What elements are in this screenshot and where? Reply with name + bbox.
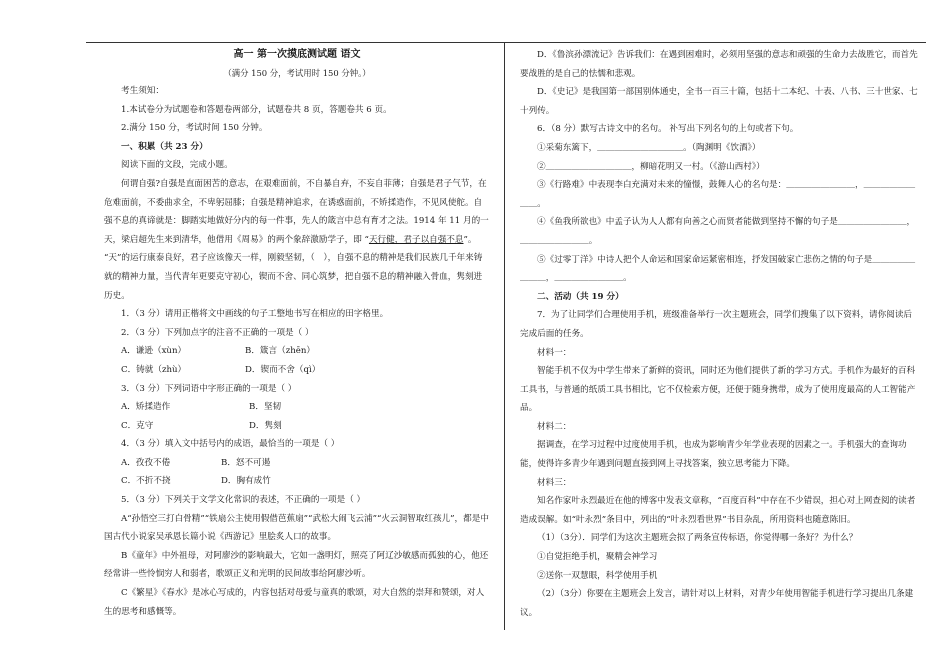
fill-in-1: ①采菊东篱下，＿＿＿＿＿＿＿＿＿＿。（陶渊明《饮酒》） (537, 142, 761, 153)
fill-in-4: ④《鱼我所欲也》中孟子认为人人都有向善之心而贤者能做到坚持不懈的句子是＿＿＿＿＿＿＿＿，＿＿＿＿＿＿＿＿。 (520, 217, 916, 246)
material-heading: 材料三： (537, 477, 572, 488)
section-heading: 二、活动（共 19 分） (537, 291, 624, 302)
top-rule (86, 42, 926, 43)
option-b: B．坚韧 (249, 402, 282, 413)
question-7-2: （2）（3分）你要在主题班会上发言，请针对以上材料，对青少年使用智能手机进行学习提出几条建议。 (520, 589, 914, 618)
option-c: C．铸就（zhù） (121, 364, 187, 375)
question-2-options (104, 342, 490, 361)
right-column (520, 46, 918, 622)
material-heading: 材料二： (537, 421, 572, 432)
option-d: D．隽刻 (249, 420, 282, 431)
column-divider (504, 42, 505, 630)
material-text: 据调查，在学习过程中过度使用手机，也成为影响青少年学业表现的因素之一。手机强大的查询功能，使得许多青少年遇到问题直接到网上寻找答案，独立思考能力下降。 (520, 440, 907, 470)
material-text: 知名作家叶永烈最近在他的博客中发表文章称，“百度百科”中存在不少错误，担心对上网查阅的读者造成误解。如“叶永烈”条目中，列出的“叶永烈看世界”书目杂乱，所用资料也随意陈旧。 (520, 496, 916, 525)
question-7: 7．为了让同学们合理使用手机，班级准备举行一次主题班会，同学们搜集了以下资料，请你阅读后完成后面的任务。 (520, 310, 913, 339)
notice-heading: 考生须知： (121, 86, 164, 96)
left-column (104, 46, 490, 621)
question-3-options (104, 398, 490, 417)
question-5: 5．（3 分）下列关于文学文化常识的表述，不正确的一项是（ ） (121, 495, 366, 506)
question-2-options (104, 361, 490, 380)
material-heading: 材料一： (537, 347, 572, 358)
section-intro: 阅读下面的文段，完成小题。 (121, 160, 233, 171)
exam-subtitle: （满分 150 分，考试用时 150 分钟。） (223, 68, 371, 78)
option-c: C．不折不挠 (121, 476, 171, 487)
question-3-options (104, 417, 490, 436)
option-c: C《繁星》《春水》是冰心写成的，内容包括对母爱与童真的歌颂，对大自然的崇拜和赞颂，对人生的思考和感慨等。 (104, 588, 485, 617)
option-a: A．矫揉造作 (121, 402, 171, 413)
section-heading: 一、积累（共 23 分） (121, 141, 208, 152)
question-1: 1．（3 分）请用正楷将文中画线的句子工整地书写在相应的田字格里。 (121, 309, 389, 320)
slogan-2: ②送你一双慧眼，科学使用手机 (537, 570, 658, 581)
fill-in-3: ③《行路难》中表现李白充满对未来的憧憬，鼓舞人心的名句是：＿＿＿＿＿＿＿＿，＿＿＿＿＿＿＿＿。 (520, 180, 916, 209)
question-4-options (104, 454, 490, 473)
question-4: 4．（3 分）填入文中括号内的成语，最恰当的一项是（ ） (121, 439, 340, 450)
option-d: D．锲而不舍（qì） (245, 364, 321, 375)
page-title: 高一 第一次摸底测试题 语文 (233, 49, 361, 60)
option-b: B《童年》中外祖母，对阿廖沙的影响最大，它如一盏明灯，照亮了阿辽沙敏感而孤独的心，他还经常讲一些怜悯穷人和弱者，歌颂正义和光明的民间故事给阿廖沙听。 (104, 550, 489, 580)
question-6: 6．（8 分）默写古诗文中的名句。 补写出下列名句的上句或者下句。 (537, 124, 799, 135)
fill-in-5: ⑤《过零丁洋》中诗人把个人命运和国家命运紧密相连，抒发国破家亡悲伤之情的句子是＿＿＿＿＿＿＿＿，＿＿＿＿＿＿＿＿。 (520, 254, 916, 284)
material-text: 智能手机不仅为中学生带来了新鲜的资讯，同时还为他们提供了新的学习方式。手机作为最好的百科工具书，与普通的纸质工具书相比，它不仅检索方便，还便于随身携带，成为了使用度最高的人工智能产品。 (520, 366, 916, 414)
underlined-sentence: 天行健，君子以自强不息 (368, 234, 464, 245)
option-a: A．谦逊（xùn） (121, 346, 187, 357)
option-d: D．胸有成竹 (221, 476, 271, 487)
option-b: B．怒不可遏 (221, 457, 271, 468)
question-2: 2．（3 分）下列加点字的注音不正确的一项是（ ） (121, 327, 314, 338)
slogan-1: ①自觉拒绝手机，聚精会神学习 (537, 552, 658, 563)
notice-item: 1.本试卷分为试题卷和答题卷两部分，试题卷共 8 页，答题卷共 6 页。 (121, 104, 392, 115)
question-3: 3．（3 分）下列词语中字形正确的一项是（ ） (121, 383, 297, 394)
option-c: C．克守 (121, 420, 154, 431)
question-7-1: （1）（3分）．同学们为这次主题班会拟了两条宣传标语，你觉得哪一条好？为什么？ (537, 533, 858, 544)
fill-in-2: ②＿＿＿＿＿＿＿＿＿＿，柳暗花明又一村。（《游山西村》） (537, 161, 765, 172)
option-b: B．箴言（zhēn） (245, 346, 315, 357)
option-d: D．《史记》是我国第一部国别体通史，全书一百三十篇，包括十二本纪、十表、八书、三十世家、七十列传。 (520, 87, 918, 116)
notice-item: 2.满分 150 分，考试时间 150 分钟。 (121, 123, 268, 134)
option-a: A“孙悟空三打白骨精”“铁扇公主使用假借芭蕉扇”“武松大闹飞云浦”“火云洞智取红孩儿”，都是中国古代小说家吴承恩长篇小说《西游记》里脍炙人口的故事。 (104, 513, 489, 543)
reading-passage: 何谓自强?自强是直面困苦的意志，在艰难面前，不自暴自弃，不妄自菲薄；自强是君子气节，在危难面前，不委曲求全，不卑躬屈膝；自强是精神追求，在诱惑面前，不矫揉造作，不见风使舵。自强不息的真谛就是：脚踏实地做好分内的每一件事，先人的箴言中总有育才之法。1914 年 11 月的一天，梁启超先生来到清华，他借用《周易》的两个象辞激励学子，即 “天行健，君子以自强不息”。 “天”的运行康泰良好，君子应该像天一样，刚毅坚韧，（ ），自强不息的精神是我们民族几千年来铸就的精神力量，当代青年更要克守初心，锲而不舍、同心筑梦，把自强不息的精神融入骨血，隽刻进历史。 (104, 178, 489, 301)
question-4-options (104, 472, 490, 491)
option-d: D．《鲁滨孙漂流记》告诉我们：在遇到困难时，必须用坚强的意志和顽强的生命力去战胜它，而首先要战胜的是自己的怯懦和悲观。 (520, 50, 918, 79)
option-a: A．孜孜不倦 (121, 457, 171, 468)
